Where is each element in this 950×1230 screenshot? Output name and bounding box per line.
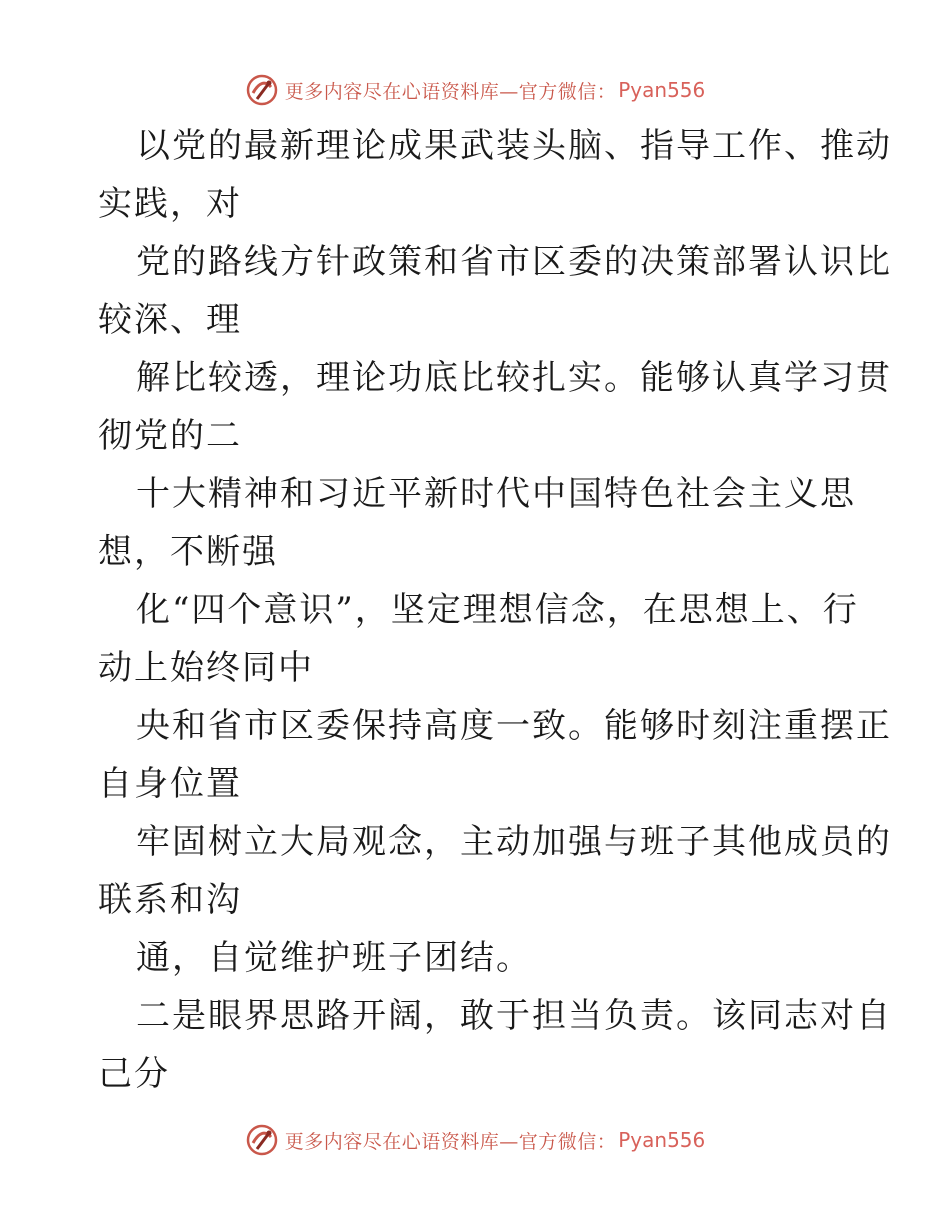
paragraph bbox=[98, 992, 892, 1108]
paragraph-line: 解比较透，理论功底比较扎实。能够认真学习贯 bbox=[136, 358, 892, 398]
paragraph bbox=[98, 122, 892, 238]
paragraph bbox=[98, 354, 892, 470]
footer-wechat-id: Pyan556 bbox=[618, 1128, 706, 1152]
paragraph-line: 自身位置 bbox=[98, 764, 242, 804]
paragraph bbox=[98, 934, 858, 992]
paragraph-line: 二是眼界思路开阔，敢于担当负责。该同志对自 bbox=[136, 996, 892, 1036]
paragraph bbox=[98, 818, 892, 934]
paragraph-line: 十大精神和习近平新时代中国特色社会主义思 bbox=[136, 474, 856, 514]
paragraph-line: 党的路线方针政策和省市区委的决策部署认识比 bbox=[136, 242, 892, 282]
paragraph-line: 实践，对 bbox=[98, 184, 242, 224]
paragraph bbox=[98, 586, 858, 702]
paragraph-line: 动上始终同中 bbox=[98, 648, 314, 688]
brand-logo-icon bbox=[245, 1123, 279, 1157]
brand-logo-icon bbox=[245, 73, 279, 107]
header-banner-text: 更多内容尽在心语资料库—官方微信： bbox=[284, 80, 617, 103]
paragraph-line: 己分 bbox=[98, 1054, 170, 1094]
paragraph-line: 通，自觉维护班子团结。 bbox=[136, 938, 532, 978]
paragraph-line: 想，不断强 bbox=[98, 532, 278, 572]
paragraph-line: 联系和沟 bbox=[98, 880, 242, 920]
paragraph bbox=[98, 702, 892, 818]
paragraph-line: 牢固树立大局观念，主动加强与班子其他成员的 bbox=[136, 822, 892, 862]
paragraph-line: 央和省市区委保持高度一致。能够时刻注重摆正 bbox=[136, 706, 892, 746]
paragraph-line: 较深、理 bbox=[98, 300, 242, 340]
footer-banner bbox=[0, 1120, 950, 1160]
paragraph-line: 化“四个意识”，坚定理想信念，在思想上、行 bbox=[136, 590, 859, 630]
footer-banner-text: 更多内容尽在心语资料库—官方微信： bbox=[284, 1130, 617, 1153]
header-banner bbox=[0, 70, 950, 110]
document-body bbox=[98, 122, 892, 1108]
paragraph-line: 以党的最新理论成果武装头脑、指导工作、推动 bbox=[136, 126, 892, 166]
header-wechat-id: Pyan556 bbox=[618, 78, 706, 102]
paragraph bbox=[98, 470, 858, 586]
paragraph-line: 彻党的二 bbox=[98, 416, 242, 456]
paragraph bbox=[98, 238, 892, 354]
